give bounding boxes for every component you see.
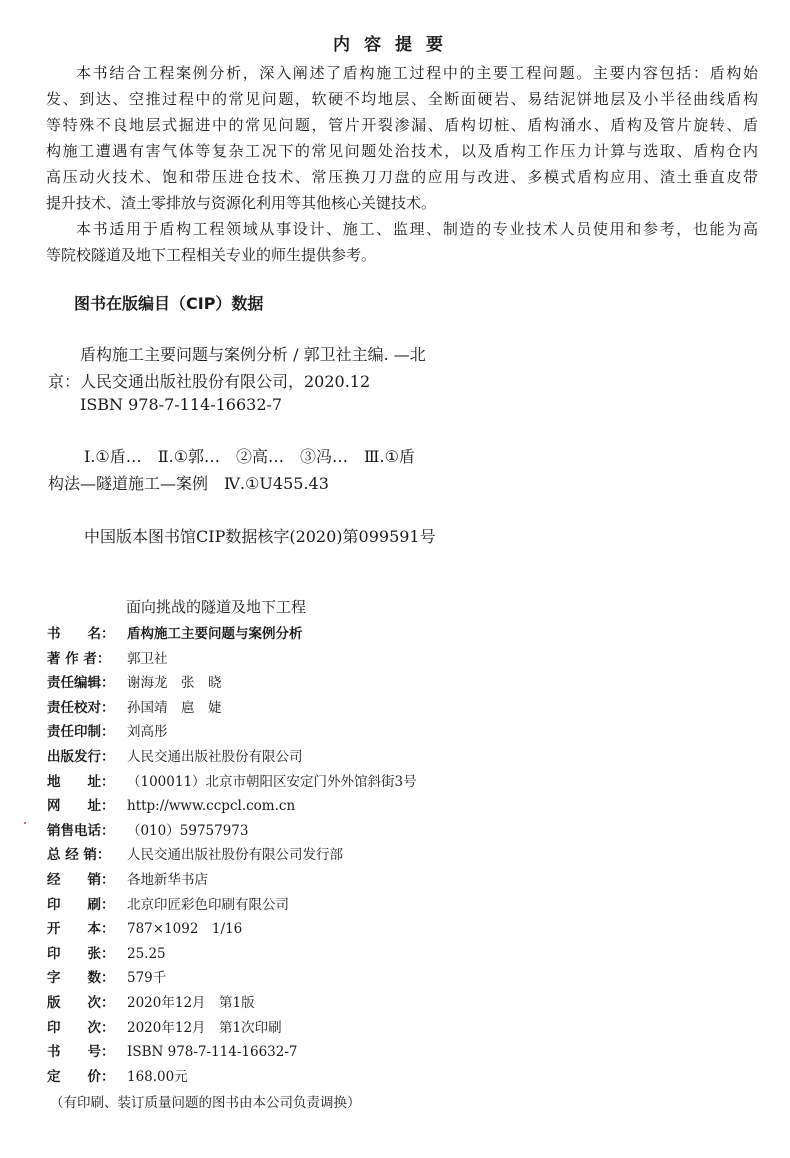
colophon-label: 印 次： bbox=[47, 1019, 115, 1036]
print-speck bbox=[24, 822, 26, 824]
colophon-value: （100011）北京市朝阳区安定门外外馆斜街3号 bbox=[127, 773, 417, 790]
summary-line: 发、到达、空推过程中的常见问题，软硬不均地层、全断面硬岩、易结泥饼地层及小半径曲线盾构 bbox=[46, 90, 758, 108]
colophon-row bbox=[47, 868, 208, 892]
colophon-row bbox=[47, 622, 303, 646]
cip-classification: Ⅰ.①盾… Ⅱ.①郭… ②高… ③冯… Ⅲ.①盾 bbox=[84, 447, 415, 466]
colophon-value: 刘高彤 bbox=[127, 724, 168, 741]
colophon-value: ISBN 978-7-114-16632-7 bbox=[127, 1044, 298, 1061]
summary-text bbox=[46, 60, 758, 268]
colophon-value: 人民交通出版社股份有限公司 bbox=[127, 749, 303, 765]
colophon-label: 总 经 销： bbox=[47, 847, 111, 864]
colophon-value: 孙国靖 扈 婕 bbox=[127, 699, 222, 716]
colophon-row bbox=[47, 843, 343, 867]
colophon-row bbox=[47, 893, 289, 917]
cip-isbn: ISBN 978-7-114-16632-7 bbox=[80, 395, 283, 414]
colophon-label: 开 本： bbox=[47, 921, 115, 938]
cip-heading: 图书在版编目（CIP）数据 bbox=[74, 294, 264, 313]
colophon-value: 787×1092 1/16 bbox=[127, 921, 243, 938]
colophon-label: 书 名： bbox=[47, 626, 115, 642]
colophon-row bbox=[47, 720, 168, 744]
colophon-row bbox=[47, 696, 222, 720]
summary-line: 等院校隧道及地下工程相关专业的师生提供参考。 bbox=[46, 246, 377, 264]
colophon-label: 地 址： bbox=[47, 773, 115, 790]
colophon-row bbox=[47, 917, 242, 941]
colophon-row bbox=[47, 770, 417, 794]
colophon-label: 书 号： bbox=[47, 1044, 115, 1061]
colophon-label: 责任校对： bbox=[47, 699, 115, 716]
colophon-label: 印 刷： bbox=[47, 896, 115, 913]
cip-line: 京：人民交通出版社股份有限公司，2020.12 bbox=[48, 372, 371, 391]
cip-verification-number: 中国版本图书馆CIP数据核字(2020)第099591号 bbox=[84, 527, 436, 546]
cip-classification: 构法—隧道施工—案例 Ⅳ.①U455.43 bbox=[48, 474, 329, 493]
colophon-value: 168.00元 bbox=[127, 1068, 188, 1085]
colophon-value: 谢海龙 张 晓 bbox=[127, 675, 222, 692]
series-title: 面向挑战的隧道及地下工程 bbox=[126, 598, 307, 616]
colophon-row bbox=[47, 1016, 282, 1040]
colophon-row bbox=[47, 647, 168, 671]
colophon-value: 25.25 bbox=[127, 945, 166, 962]
colophon-label: 网 址： bbox=[47, 798, 115, 815]
colophon-row bbox=[47, 991, 255, 1015]
colophon-label: 著 作 者： bbox=[47, 650, 111, 667]
cip-line: 盾构施工主要问题与案例分析 / 郭卫社主编. —北 bbox=[80, 345, 426, 364]
colophon-value: 人民交通出版社股份有限公司发行部 bbox=[127, 847, 343, 864]
colophon-value: 579千 bbox=[127, 970, 167, 987]
colophon-value: （010）59757973 bbox=[127, 822, 249, 839]
summary-line: 本书结合工程案例分析，深入阐述了盾构施工过程中的主要工程问题。主要内容包括：盾构始 bbox=[76, 64, 758, 82]
colophon-value: 2020年12月 第1次印刷 bbox=[127, 1019, 282, 1036]
colophon-value: http://www.ccpcl.com.cn bbox=[127, 798, 296, 815]
colophon-row bbox=[47, 745, 303, 769]
colophon-value: 北京印匠彩色印刷有限公司 bbox=[127, 896, 289, 913]
colophon-label: 责任编辑： bbox=[47, 675, 115, 692]
colophon-row bbox=[47, 671, 222, 695]
footer-note: （有印刷、装订质量问题的图书由本公司负责调换） bbox=[50, 1095, 361, 1111]
summary-line: 等特殊不良地层式掘进中的常见问题，管片开裂渗漏、盾构切桩、盾构涌水、盾构及管片旋转、盾 bbox=[46, 116, 758, 134]
colophon-value: 盾构施工主要问题与案例分析 bbox=[127, 626, 303, 642]
summary-line: 提升技术、渣土零排放与资源化利用等其他核心关键技术。 bbox=[46, 194, 437, 212]
colophon-row bbox=[47, 942, 166, 966]
colophon-label: 销售电话： bbox=[47, 822, 115, 839]
colophon-value: 2020年12月 第1版 bbox=[127, 995, 255, 1011]
page-title: 内容提要 bbox=[333, 35, 457, 55]
colophon-row bbox=[47, 1040, 298, 1064]
colophon-label: 责任印制： bbox=[47, 724, 115, 741]
colophon-value: 郭卫社 bbox=[127, 650, 168, 667]
colophon-label: 版 次： bbox=[47, 995, 115, 1011]
colophon-label: 字 数： bbox=[47, 970, 115, 987]
colophon-label: 定 价： bbox=[47, 1068, 115, 1085]
colophon-row bbox=[47, 819, 248, 843]
colophon-value: 各地新华书店 bbox=[127, 872, 208, 888]
colophon-label: 印 张： bbox=[47, 945, 115, 962]
colophon-row bbox=[47, 1065, 188, 1089]
colophon-row bbox=[47, 794, 295, 818]
summary-line: 本书适用于盾构工程领域从事设计、施工、监理、制造的专业技术人员使用和参考，也能为高 bbox=[76, 220, 758, 238]
colophon-label: 出版发行： bbox=[47, 749, 115, 765]
colophon-row bbox=[47, 966, 166, 990]
summary-line: 高压动火技术、饱和带压进仓技术、常压换刀刀盘的应用与改进、多模式盾构应用、渣土垂直皮带 bbox=[46, 168, 758, 186]
colophon-label: 经 销： bbox=[47, 872, 115, 888]
summary-line: 构施工遭遇有害气体等复杂工况下的常见问题处治技术，以及盾构工作压力计算与选取、盾构仓内 bbox=[46, 142, 758, 160]
